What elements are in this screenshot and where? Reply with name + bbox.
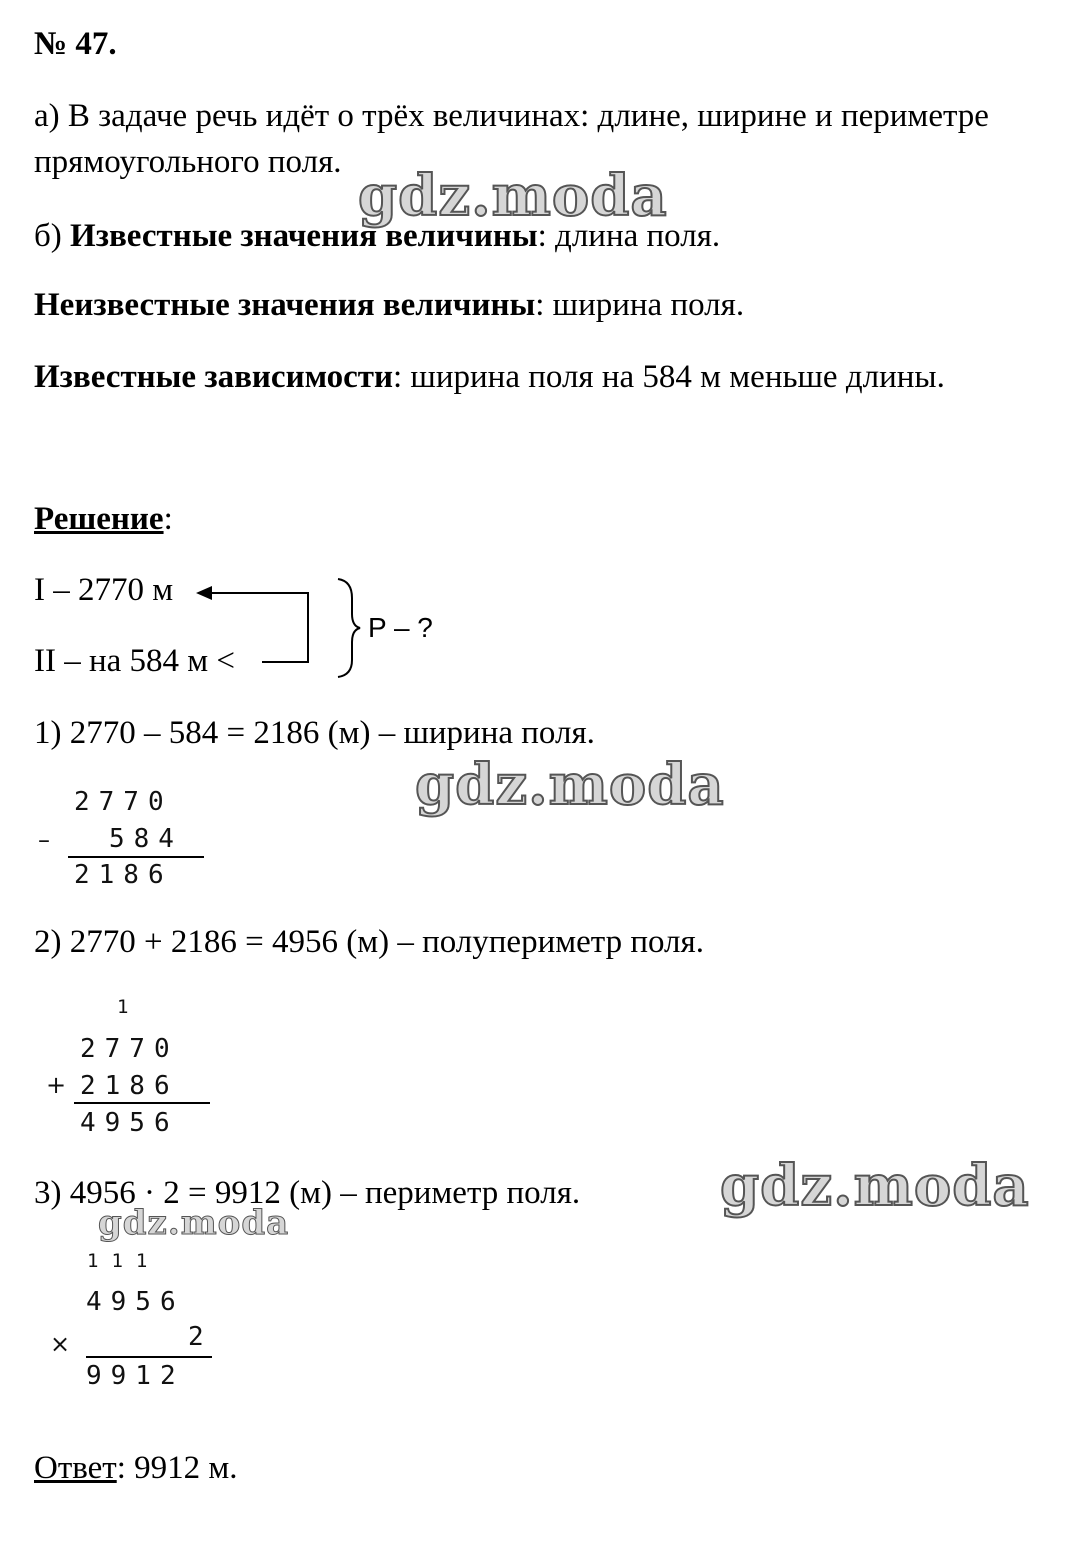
solution-heading-label: Решение xyxy=(34,501,164,537)
step-2-underline xyxy=(74,1102,210,1104)
diagram-connector-line xyxy=(206,593,308,662)
watermark-4: gdz.moda xyxy=(98,1203,290,1243)
step-2-row-1: 2770 xyxy=(80,1034,179,1064)
known-dependencies-value: : ширина поля на 584 м меньше длины. xyxy=(393,359,945,395)
watermark-1: gdz.moda xyxy=(358,163,668,229)
part-b-prefix: б) xyxy=(34,218,71,254)
solution-heading-colon: : xyxy=(163,501,173,537)
unknown-values-label: Неизвестные значения величины xyxy=(34,287,536,323)
part-a-line-1: а) В задаче речь идёт о трёх величинах: длине, ширине и периметре xyxy=(34,98,989,134)
step-3-text: 3) 4956 · 2 = 9912 (м) – периметр поля. xyxy=(34,1175,581,1211)
known-values-value: : длина поля. xyxy=(537,218,721,254)
watermark-3: gdz.moda xyxy=(720,1153,1030,1219)
step-3-row-2: 2 xyxy=(188,1322,213,1352)
step-1-text: 1) 2770 – 584 = 2186 (м) – ширина поля. xyxy=(34,715,595,751)
step-1-row-2: 584 xyxy=(109,824,183,854)
answer-label: Ответ xyxy=(34,1450,117,1486)
step-1-row-1: 2770 xyxy=(74,787,173,817)
known-values-label: Известные значения величины xyxy=(70,218,538,254)
diagram-result: P – ? xyxy=(368,612,433,643)
unknown-values-value: : ширина поля. xyxy=(535,287,745,323)
step-2-result: 4956 xyxy=(80,1108,179,1138)
diagram-line-1: I – 2770 м xyxy=(34,572,174,608)
diagram-arrowhead xyxy=(196,586,212,600)
known-dependencies-label: Известные зависимости xyxy=(34,359,394,395)
step-3-operator: × xyxy=(50,1330,71,1358)
answer-line xyxy=(34,1452,238,1485)
step-2-carry: 1 xyxy=(117,996,142,1018)
step-3-row-1: 4956 xyxy=(86,1287,185,1317)
step-1-result: 2186 xyxy=(74,860,173,890)
answer-value: : 9912 м. xyxy=(116,1450,238,1486)
step-2-row-2: 2186 xyxy=(80,1071,179,1101)
step-2-operator: + xyxy=(46,1071,67,1099)
step-3-result: 9912 xyxy=(86,1361,185,1391)
problem-number: № 47. xyxy=(34,26,117,62)
step-3-carry: 111 xyxy=(87,1250,161,1272)
step-1-underline xyxy=(68,856,204,858)
diagram-brace xyxy=(338,579,360,677)
diagram-line-2: II – на 584 м < xyxy=(34,643,236,679)
part-a-line-2: прямоугольного поля. xyxy=(34,144,342,180)
watermark-2: gdz.moda xyxy=(415,752,725,818)
step-3-underline xyxy=(86,1356,212,1358)
step-1-operator: – xyxy=(38,826,50,854)
step-2-text: 2) 2770 + 2186 = 4956 (м) – полупериметр поля. xyxy=(34,924,704,960)
